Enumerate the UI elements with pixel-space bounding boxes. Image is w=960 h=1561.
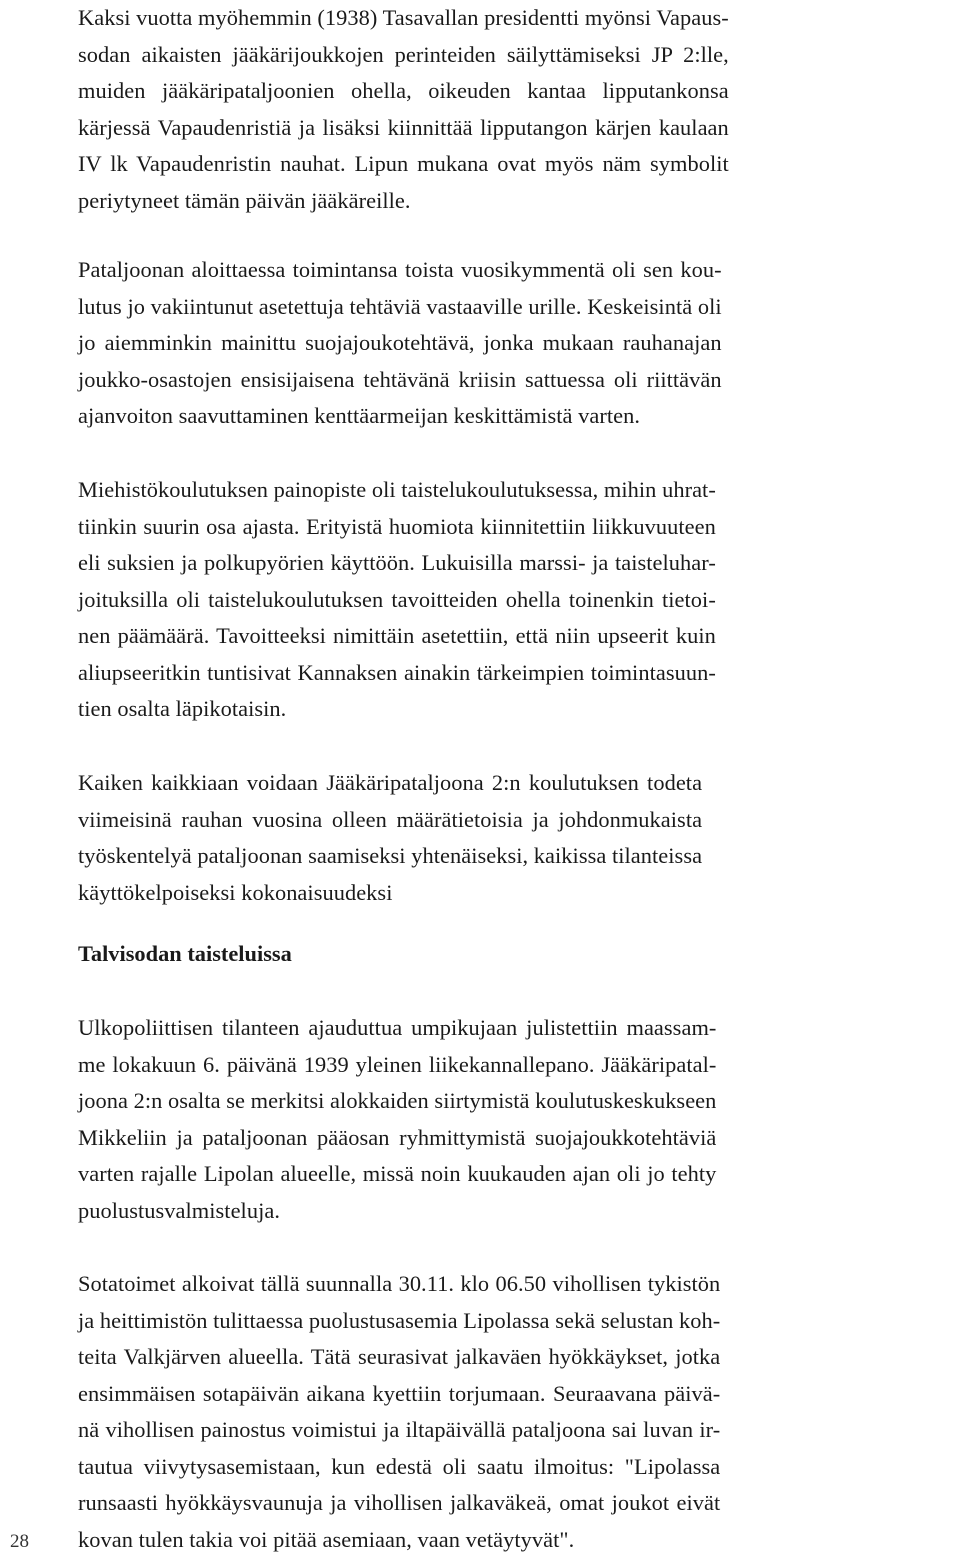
text-line: Pataljoonan aloittaessa toimintansa toista vuosikymmentä oli sen kou- <box>78 257 722 282</box>
text-line: tautua viivytysasemistaan, kun edestä oli saatu ilmoitus: "Lipolassa <box>78 1453 721 1479</box>
text-line: ja heittimistön tulittaessa puolustusasemia Lipolassa sekä selustan koh- <box>78 1307 721 1333</box>
text-line: periytyneet tämän päivän jääkäreille. <box>78 187 411 213</box>
text-line: puolustusvalmisteluja. <box>78 1197 280 1223</box>
page-number: 28 <box>10 1531 29 1552</box>
paragraph-6 <box>78 1266 720 1558</box>
text-line: käyttökelpoiseksi kokonaisuudeksi <box>78 879 393 905</box>
paragraph-1 <box>78 0 729 219</box>
text-line: tien osalta läpikotaisin. <box>78 696 287 721</box>
text-line: Kaiken kaikkiaan voidaan Jääkäripataljoona 2:n koulutuksen todeta <box>78 770 703 795</box>
paragraph-2 <box>78 252 722 435</box>
text-line: ajanvoiton saavuttaminen kenttäarmeijan keskittämistä varten. <box>78 403 641 428</box>
text-line: Mikkeliin ja pataljoonan pääosan ryhmittymistä suojajoukkotehtäviä <box>78 1124 717 1150</box>
text-line: sodan aikaisten jääkärijoukkojen perinteiden säilyttämiseksi JP 2:lle, <box>78 41 729 67</box>
text-line: IV lk Vapaudenristin nauhat. Lipun mukana ovat myös näm symbolit <box>78 151 729 176</box>
text-line: me lokakuun 6. päivänä 1939 yleinen liikekannallepano. Jääkäripatal- <box>78 1051 717 1077</box>
text-line: muiden jääkäripataljoonien ohella, oikeuden kantaa lipputankonsa <box>78 78 729 103</box>
paragraph-3 <box>78 472 716 728</box>
text-line: kovan tulen takia voi pitää asemiaan, vaan vetäytyvät". <box>78 1526 575 1552</box>
text-line: työskentelyä pataljoonan saamiseksi yhtenäiseksi, kaikissa tilanteissa <box>78 843 703 868</box>
text-line: ensimmäisen sotapäivän aikana kyettiin torjumaan. Seuraavana päivä- <box>78 1380 721 1406</box>
paragraph-4 <box>78 765 702 911</box>
text-line: kärjessä Vapaudenristiä ja lisäksi kiinnittää lipputangon kärjen kaulaan <box>78 114 729 140</box>
paragraph-5 <box>78 1010 716 1229</box>
text-line: viimeisinä rauhan vuosina olleen määrätietoisia ja johdonmukaista <box>78 806 703 832</box>
text-line: nä vihollisen painostus voimistui ja iltapäivällä pataljoona sai luvan ir- <box>78 1417 721 1442</box>
text-line: jo aiemminkin mainittu suojajoukotehtävä, jonka mukaan rauhanajan <box>78 330 722 355</box>
text-line: joituksilla oli taistelukoulutuksen tavoitteiden ohella toinenkin tietoi- <box>78 586 716 612</box>
text-line: Ulkopoliittisen tilanteen ajauduttua umpikujaan julistettiin maassam- <box>78 1015 717 1040</box>
text-line: varten rajalle Lipolan alueelle, missä noin kuukauden ajan oli jo tehty <box>78 1161 717 1186</box>
text-line: aliupseeritkin tuntisivat Kannaksen ainakin tärkeimpien toimintasuun- <box>78 659 716 685</box>
text-line: runsaasti hyökkäysvaunuja ja vihollisen jalkaväkeä, omat joukot eivät <box>78 1490 721 1515</box>
text-line: Miehistökoulutuksen painopiste oli taistelukoulutuksessa, mihin uhrat- <box>78 477 716 502</box>
text-line: teita Valkjärven alueella. Tätä seurasivat jalkaväen hyökkäykset, jotka <box>78 1344 721 1369</box>
text-line: Sotatoimet alkoivat tällä suunnalla 30.11. klo 06.50 vihollisen tykistön <box>78 1271 721 1296</box>
text-line: eli suksien ja polkupyörien käyttöön. Lukuisilla marssi- ja taisteluhar- <box>78 550 716 575</box>
text-line: joukko-osastojen ensisijaisena tehtävänä kriisin sattuessa oli riittävän <box>78 366 722 392</box>
text-line: tiinkin suurin osa ajasta. Erityistä huomiota kiinnitettiin liikkuvuuteen <box>78 513 716 539</box>
text-line: Kaksi vuotta myöhemmin (1938) Tasavallan presidentti myönsi Vapaus- <box>78 5 729 30</box>
text-line: lutus jo vakiintunut asetettuja tehtäviä vastaaville urille. Keskeisintä oli <box>78 293 722 319</box>
text-line: joona 2:n osalta se merkitsi alokkaiden siirtymistä koulutuskeskukseen <box>78 1088 717 1113</box>
text-line: nen päämäärä. Tavoitteeksi nimittäin asetettiin, että niin upseerit kuin <box>78 623 716 648</box>
section-heading: Talvisodan taisteluissa <box>78 941 292 966</box>
